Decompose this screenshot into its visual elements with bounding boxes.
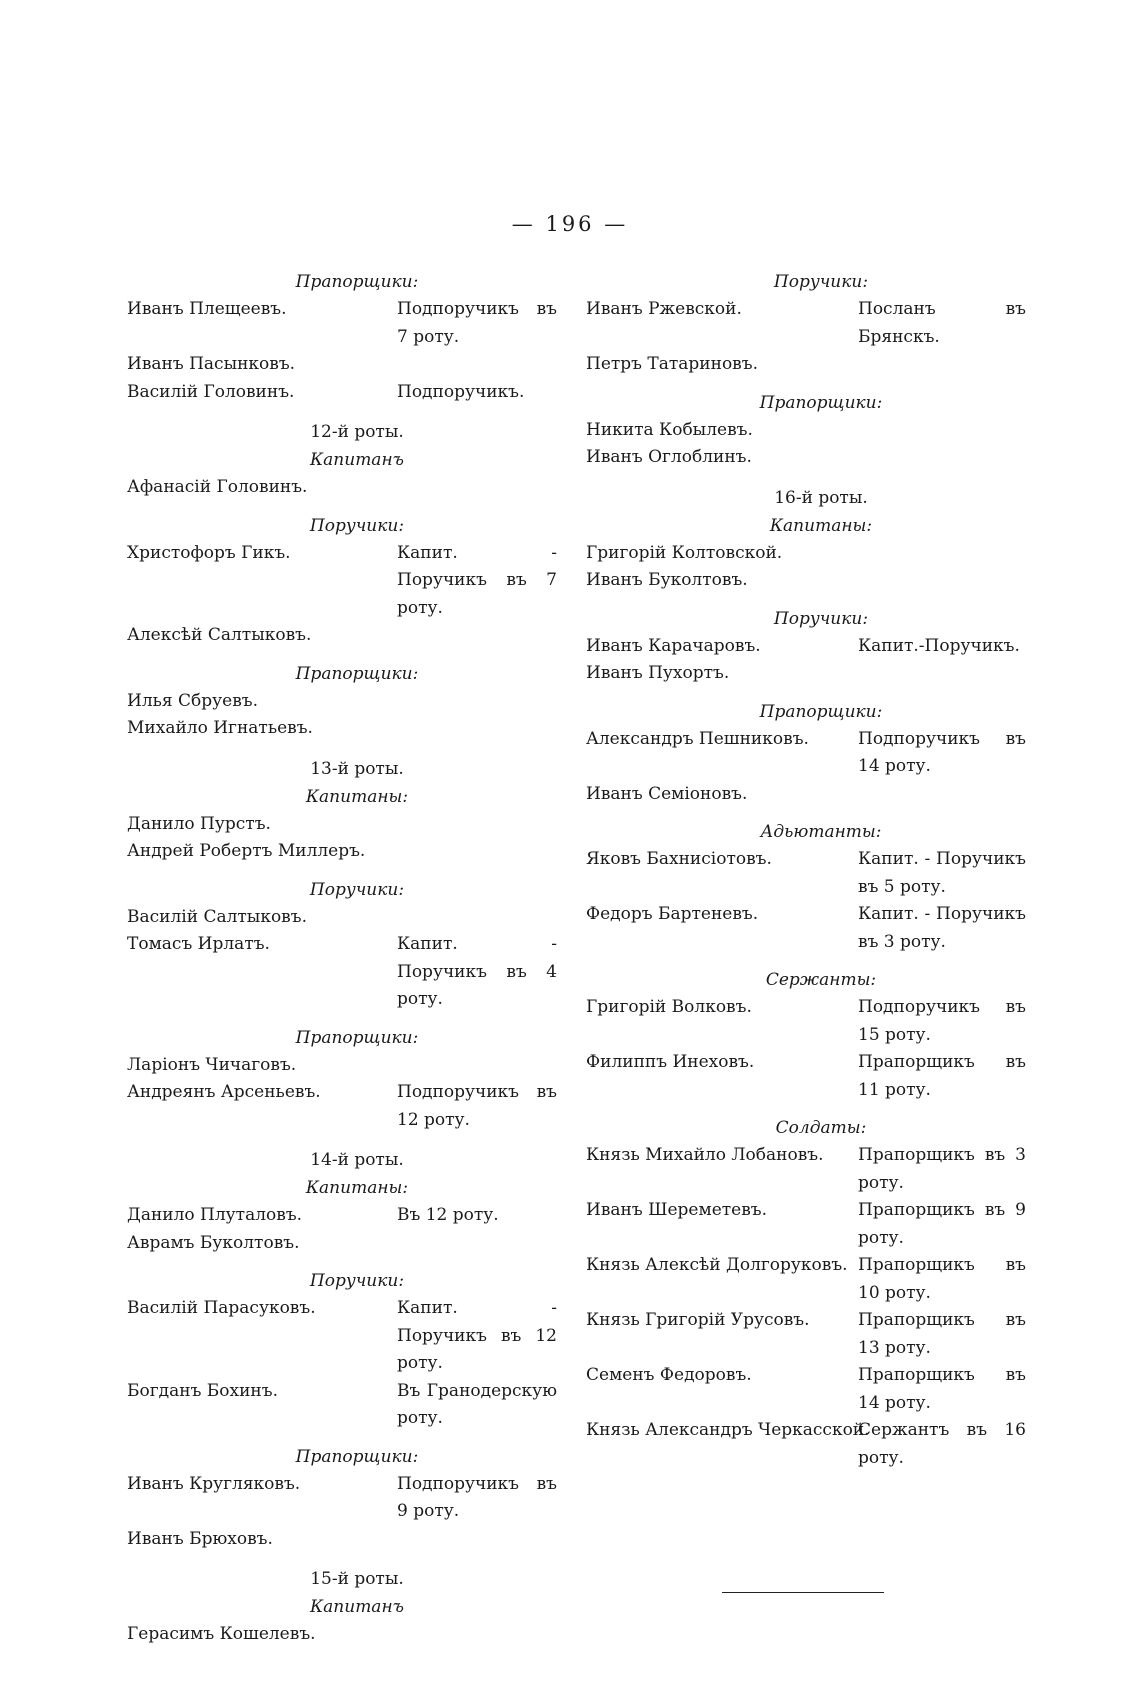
assignment-note: Подпоручикъ въ 15 роту. [858, 997, 1026, 1045]
officer-name: Никита Кобылевъ. [586, 419, 753, 440]
assignment-note: Подпоручикъ въ 14 роту. [858, 728, 1026, 776]
assignment-note: Подпоручикъ въ 12 роту. [397, 1082, 557, 1130]
right-column [586, 268, 1026, 1472]
roster-entry [586, 781, 1026, 809]
roster-entry [127, 1052, 557, 1080]
assignment-note: Прапорщикъ въ 10 роту. [858, 1255, 1026, 1303]
roster-entry [586, 567, 1026, 595]
officer-name: Семенъ Федоровъ. [586, 1365, 752, 1385]
roster-entry [586, 417, 1026, 445]
roster-entry [127, 1202, 557, 1230]
assignment-note: Капит. - Поручикъ въ 5 роту. [858, 849, 1026, 897]
officer-name: Иванъ Карачаровъ. [586, 635, 761, 656]
roster-entry [127, 931, 557, 1014]
officer-name: Данило Плуталовъ. [127, 1205, 303, 1225]
officer-name: Михайло Игнатьевъ. [127, 718, 313, 738]
roster-entry [127, 1079, 557, 1134]
roster-entry [127, 838, 557, 866]
officer-name: Иванъ Буколтовъ. [586, 570, 748, 590]
officer-name: Иванъ Оглоблинъ. [586, 447, 752, 467]
rank-heading: Капитаны: [769, 515, 873, 536]
rank-heading: Капитанъ [310, 450, 404, 470]
roster-entry [127, 1471, 557, 1526]
assignment-note [397, 688, 557, 716]
assignment-note: Въ 12 роту. [397, 1205, 499, 1225]
rank-heading: Солдаты: [775, 1118, 867, 1138]
rank-heading: Сержанты: [765, 970, 877, 990]
roster-entry [127, 1295, 557, 1378]
officer-name: Князь Алексѣй Долгоруковъ. [586, 1255, 848, 1275]
assignment-note: Капит. - Поручикъ въ 12 роту. [397, 1298, 557, 1373]
roster-entry [586, 633, 1026, 661]
company-heading: 14-й роты. [310, 1150, 404, 1170]
roster-entry [586, 994, 1026, 1049]
rank-heading: Капитанъ [310, 1597, 404, 1617]
roster-entry [586, 660, 1026, 688]
assignment-note: Подпоручикъ. [397, 381, 525, 402]
officer-name: Князь Александръ Черкасской. [586, 1420, 870, 1440]
assignment-note [397, 1052, 557, 1080]
officer-name: Иванъ Пасынковъ. [127, 354, 296, 374]
officer-name: Иванъ Ржевской. [586, 299, 742, 319]
roster-entry [586, 846, 1026, 901]
roster-entry [127, 715, 557, 743]
roster-entry [127, 351, 557, 379]
roster-entry [586, 540, 1026, 568]
officer-name: Петръ Татариновъ. [586, 354, 758, 374]
officer-name: Иванъ Шереметевъ. [586, 1200, 768, 1220]
officer-name: Илья Сбруевъ. [127, 690, 258, 711]
assignment-note [858, 540, 1026, 568]
officer-name: Афанасій Головинъ. [127, 477, 308, 497]
assignment-note [858, 444, 1026, 472]
officer-name: Василій Салтыковъ. [127, 906, 307, 927]
officer-name: Иванъ Кругляковъ. [127, 1473, 301, 1494]
officer-name: Григорій Колтовской. [586, 542, 783, 563]
assignment-note: Прапорщикъ въ 11 роту. [858, 1052, 1026, 1100]
officer-name: Христофоръ Гикъ. [127, 542, 291, 563]
roster-entry [127, 1621, 557, 1649]
rank-heading: Поручики: [309, 1271, 405, 1291]
officer-name: Андреянъ Арсеньевъ. [127, 1082, 321, 1102]
roster-entry [586, 1142, 1026, 1197]
assignment-note: Прапорщикъ въ 13 роту. [858, 1310, 1026, 1358]
officer-name: Иванъ Плещеевъ. [127, 299, 287, 319]
officer-name: Герасимъ Кошелевъ. [127, 1624, 316, 1644]
rank-heading: Поручики: [773, 272, 869, 292]
assignment-note: Прапорщикъ въ 14 роту. [858, 1365, 1026, 1413]
assignment-note [397, 838, 557, 866]
officer-name: Князь Григорій Урусовъ. [586, 1310, 810, 1330]
roster-entry [586, 1252, 1026, 1307]
assignment-note [397, 622, 557, 650]
assignment-note [397, 904, 557, 932]
officer-name: Григорій Волковъ. [586, 997, 752, 1017]
roster-entry [127, 540, 557, 623]
assignment-note [397, 715, 557, 743]
officer-name: Богданъ Бохинъ. [127, 1380, 278, 1401]
rank-heading: Поручики: [773, 608, 869, 629]
officer-name: Иванъ Брюховъ. [127, 1528, 273, 1549]
officer-name: Иванъ Семіоновъ. [586, 783, 748, 804]
assignment-note [397, 1621, 557, 1649]
roster-entry [127, 811, 557, 839]
rank-heading: Прапорщики: [295, 1446, 419, 1467]
company-heading: 13-й роты. [310, 758, 404, 779]
left-column [127, 268, 557, 1649]
company-heading: 16-й роты. [774, 487, 868, 508]
assignment-note [858, 351, 1026, 379]
roster-entry [127, 474, 557, 502]
assignment-note: Подпоручикъ въ 7 роту. [397, 299, 557, 347]
rank-heading: Прапорщики: [295, 1027, 419, 1048]
roster-entry [586, 296, 1026, 351]
officer-name: Яковъ Бахнисіотовъ. [586, 849, 772, 869]
rank-heading: Прапорщики: [295, 663, 419, 684]
rank-heading: Адьютанты: [760, 822, 882, 842]
roster-entry [127, 904, 557, 932]
roster-entry [127, 1230, 557, 1258]
rank-heading: Прапорщики: [295, 272, 419, 292]
officer-name: Иванъ Пухортъ. [586, 663, 730, 683]
rank-heading: Капитаны: [305, 786, 409, 807]
assignment-note [397, 1526, 557, 1554]
assignment-note [858, 660, 1026, 688]
officer-name: Андрей Робертъ Миллеръ. [127, 841, 366, 861]
assignment-note: Сержантъ въ 16 роту. [858, 1420, 1026, 1468]
officer-name: Данило Пурстъ. [127, 813, 271, 834]
assignment-note: Подпоручикъ въ 9 роту. [397, 1473, 557, 1521]
assignment-note: Прапорщикъ въ 3 роту. [858, 1145, 1026, 1193]
company-heading: 12-й роты. [310, 422, 404, 442]
roster-entry [586, 1049, 1026, 1104]
roster-entry [127, 296, 557, 351]
roster-entry [586, 1197, 1026, 1252]
assignment-note: Прапорщикъ въ 9 роту. [858, 1200, 1026, 1248]
roster-entry [127, 688, 557, 716]
roster-entry [127, 622, 557, 650]
assignment-note: Въ Гранодерскую роту. [397, 1380, 557, 1428]
officer-name: Александръ Пешниковъ. [586, 728, 809, 749]
assignment-note [397, 1230, 557, 1258]
assignment-note: Посланъ въ Брянскъ. [858, 299, 1026, 347]
assignment-note [858, 781, 1026, 809]
roster-entry [586, 444, 1026, 472]
officer-name: Филиппъ Инеховъ. [586, 1052, 755, 1072]
officer-name: Ларіонъ Чичаговъ. [127, 1054, 297, 1075]
assignment-note: Капит.-Поручикъ. [858, 635, 1020, 656]
roster-entry [586, 726, 1026, 781]
officer-name: Князь Михайло Лобановъ. [586, 1145, 824, 1165]
assignment-note: Капит. - Поручикъ въ 4 роту. [397, 934, 557, 1009]
assignment-note [858, 567, 1026, 595]
officer-name: Василій Головинъ. [127, 381, 295, 402]
roster-entry [586, 1417, 1026, 1472]
roster-entry [127, 1378, 557, 1433]
roster-entry [586, 1307, 1026, 1362]
roster-entry [586, 901, 1026, 956]
officer-name: Алексѣй Салтыковъ. [127, 625, 312, 645]
assignment-note [397, 811, 557, 839]
company-heading: 15-й роты. [310, 1569, 404, 1589]
assignment-note: Капит. - Поручикъ въ 7 роту. [397, 542, 557, 618]
end-rule [722, 1592, 884, 1593]
assignment-note [858, 417, 1026, 445]
rank-heading: Поручики: [309, 515, 405, 536]
rank-heading: Прапорщики: [759, 701, 883, 722]
roster-entry [586, 1362, 1026, 1417]
officer-name: Василій Парасуковъ. [127, 1298, 316, 1318]
page-number: — 196 — [511, 212, 629, 236]
assignment-note [397, 474, 557, 502]
officer-name: Аврамъ Буколтовъ. [127, 1232, 300, 1253]
rank-heading: Капитаны: [305, 1178, 409, 1198]
assignment-note [397, 351, 557, 379]
officer-name: Томасъ Ирлатъ. [127, 934, 270, 954]
roster-entry [127, 1526, 557, 1554]
rank-heading: Поручики: [309, 879, 405, 900]
roster-entry [127, 379, 557, 407]
rank-heading: Прапорщики: [759, 392, 883, 413]
assignment-note: Капит. - Поручикъ въ 3 роту. [858, 904, 1026, 952]
officer-name: Федоръ Бартеневъ. [586, 904, 759, 924]
roster-entry [586, 351, 1026, 379]
